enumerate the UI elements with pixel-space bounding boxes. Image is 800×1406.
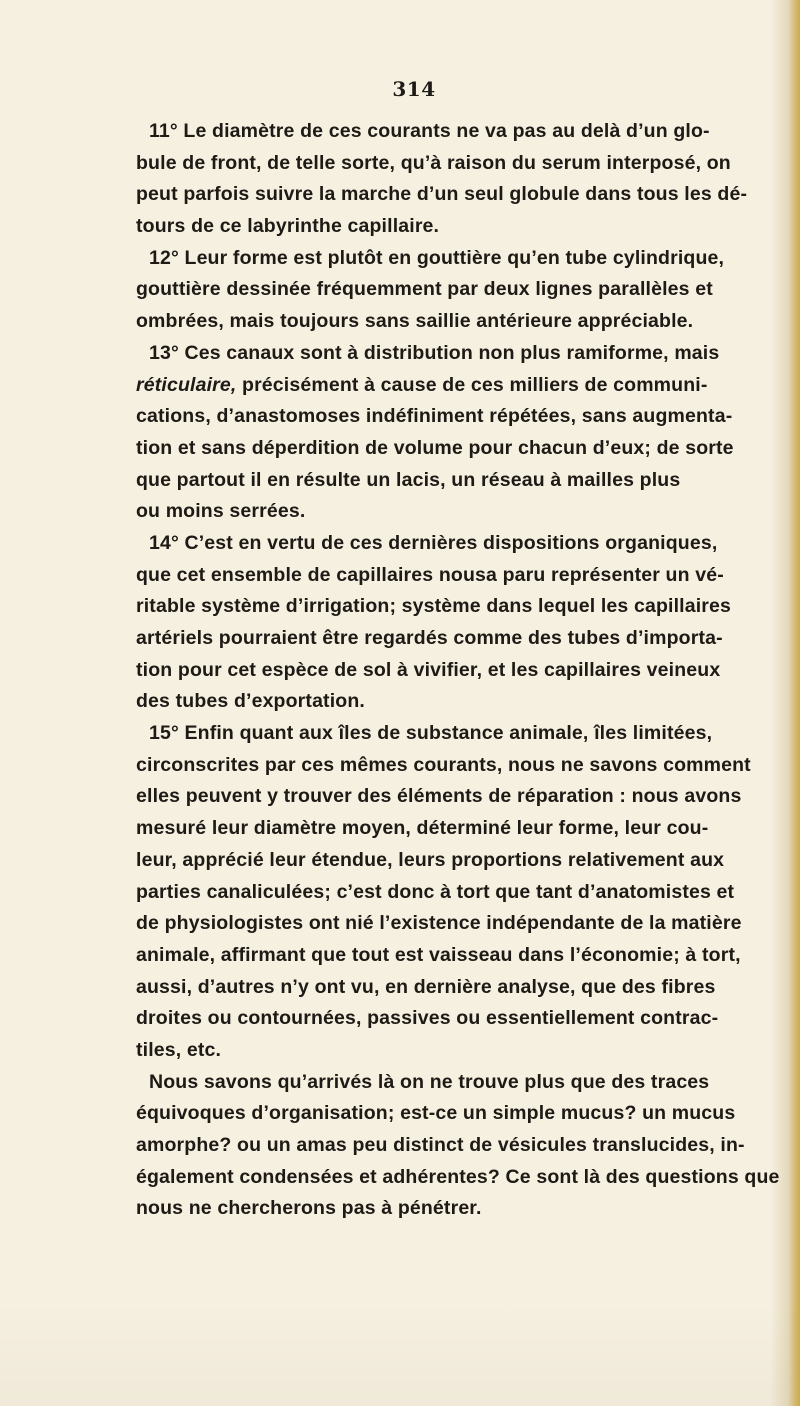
italic-line-rest: précisément à cause de ces milliers de communi- xyxy=(236,373,708,396)
text-line: Nous savons qu’arrivés là on ne trouve plus que des traces xyxy=(149,1070,710,1093)
text-line: peut parfois suivre la marche d’un seul globule dans tous les dé- xyxy=(136,183,748,206)
text-line: amorphe? ou un amas peu distinct de vésicules translucides, in- xyxy=(136,1134,745,1156)
text-line: équivoques d’organisation; est-ce un simple mucus? un mucus xyxy=(136,1102,736,1125)
text-line: artériels pourraient être regardés comme des tubes d’importa- xyxy=(136,627,723,649)
text-line: ritable système d’irrigation; système dans lequel les capillaires xyxy=(136,595,731,618)
text-line: 15° Enfin quant aux îles de substance animale, îles limitées, xyxy=(149,722,713,745)
text-line: cations, d’anastomoses indéfiniment répétées, sans augmenta- xyxy=(136,405,733,428)
text-line: tion pour cet espèce de sol à vivifier, et les capillaires veineux xyxy=(136,658,721,681)
text-line: animale, affirmant que tout est vaisseau dans l’économie; à tort, xyxy=(136,943,741,966)
text-line-italic-lead xyxy=(136,370,796,402)
text-line: tion et sans déperdition de volume pour chacun d’eux; de sorte xyxy=(136,436,734,459)
text-line: leur, apprécié leur étendue, leurs proportions relativement aux xyxy=(136,848,725,871)
text-line: nous ne chercherons pas à pénétrer. xyxy=(136,1197,482,1220)
page-number: 314 xyxy=(392,77,436,101)
text-line: 12° Leur forme est plutôt en gouttière qu’en tube cylindrique, xyxy=(149,246,725,269)
text-line: 14° C’est en vertu de ces dernières dispositions organiques, xyxy=(149,531,718,554)
text-line: ou moins serrées. xyxy=(136,500,306,523)
text-line: des tubes d’exportation. xyxy=(136,690,365,713)
text-line: bule de front, de telle sorte, qu’à raison du serum interposé, on xyxy=(136,151,731,174)
text-line: droites ou contournées, passives ou essentiellement contrac- xyxy=(136,1007,719,1030)
text-line: que cet ensemble de capillaires nousa paru représenter un vé- xyxy=(136,563,724,586)
text-line: tours de ce labyrinthe capillaire. xyxy=(136,215,440,238)
body-text xyxy=(136,116,796,1225)
text-line: aussi, d’autres n’y ont vu, en dernière analyse, que des fibres xyxy=(136,975,716,998)
text-line: 11° Le diamètre de ces courants ne va pas au delà d’un glo- xyxy=(149,120,710,142)
text-line: ombrées, mais toujours sans saillie antérieure appréciable. xyxy=(136,310,694,333)
text-line: que partout il en résulte un lacis, un réseau à mailles plus xyxy=(136,468,681,491)
text-line: tiles, etc. xyxy=(136,1038,222,1061)
text-line: elles peuvent y trouver des éléments de réparation : nous avons xyxy=(136,785,742,808)
text-line: parties canaliculées; c’est donc à tort que tant d’anatomistes et xyxy=(136,880,735,903)
text-line: circonscrites par ces mêmes courants, nous ne savons comment xyxy=(136,753,751,776)
text-line: également condensées et adhérentes? Ce sont là des questions que xyxy=(136,1165,780,1188)
text-line: de physiologistes ont nié l’existence indépendante de la matière xyxy=(136,912,742,935)
italic-word: réticulaire, xyxy=(136,373,237,396)
text-line: mesuré leur diamètre moyen, déterminé leur forme, leur cou- xyxy=(136,817,709,840)
text-line: gouttière dessinée fréquemment par deux lignes parallèles et xyxy=(136,278,713,301)
text-line: 13° Ces canaux sont à distribution non plus ramiforme, mais xyxy=(149,341,720,364)
